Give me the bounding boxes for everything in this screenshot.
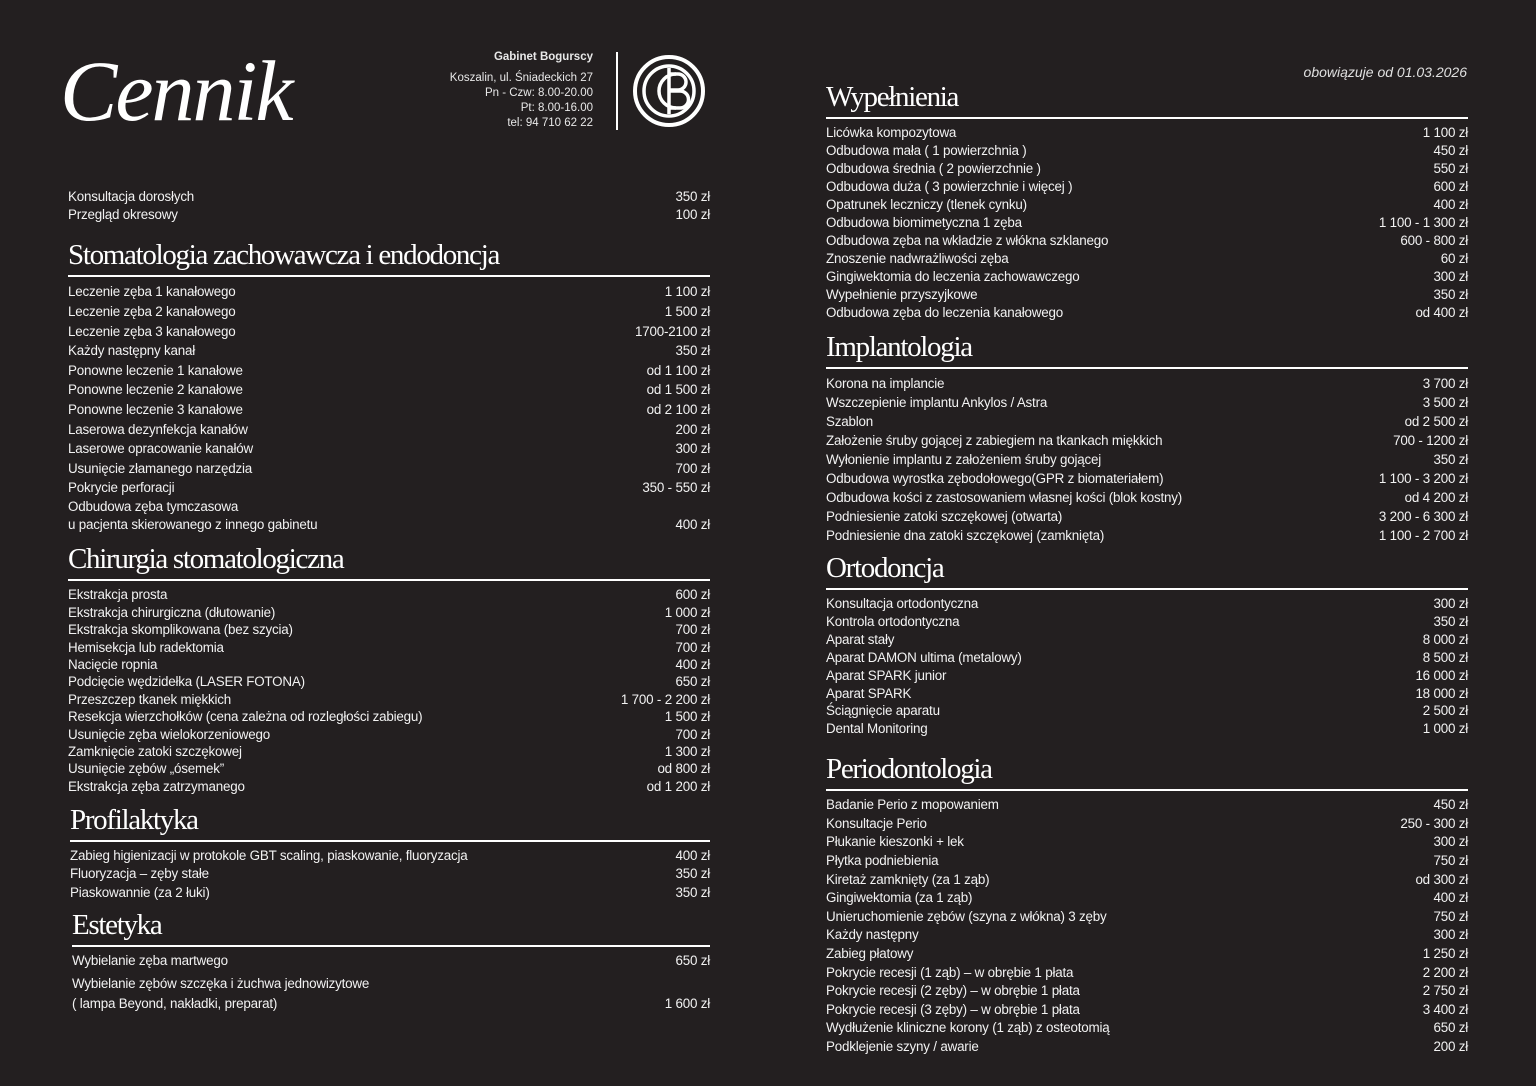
service-price: 1 100 - 3 200 zł <box>1378 471 1468 486</box>
service-price: 1 600 zł <box>664 996 710 1012</box>
price-row <box>826 214 1468 232</box>
price-row <box>826 982 1468 1001</box>
service-label: Resekcja wierzchołków (cena zależna od rozległości zabiegu) <box>68 709 423 725</box>
section-title: Implantologia <box>826 330 1468 369</box>
service-price: 18 000 zł <box>1415 685 1468 701</box>
endo-list <box>68 282 710 498</box>
service-label: Konsultacja ortodontyczna <box>826 596 979 611</box>
service-price: 600 zł <box>1433 179 1468 194</box>
service-price: 1 500 zł <box>664 304 710 319</box>
price-row <box>826 142 1468 160</box>
service-price: 1 500 zł <box>664 709 710 725</box>
price-row <box>826 1001 1468 1020</box>
fillings-list <box>826 124 1468 322</box>
price-row <box>68 341 710 361</box>
price-row <box>826 964 1468 983</box>
service-label: Odbudowa biomimetyczna 1 zęba <box>826 215 1022 230</box>
ortho-list <box>826 595 1468 738</box>
service-label: Pokrycie recesji (3 zęby) – w obrębie 1 płata <box>826 1001 1080 1017</box>
price-row <box>68 760 710 777</box>
price-row <box>826 595 1468 613</box>
section-title: Profilaktyka <box>70 803 710 842</box>
price-row <box>68 586 710 603</box>
service-label: Odbudowa średnia ( 2 powierzchnie ) <box>826 161 1041 176</box>
service-label: Kontrola ortodontyczna <box>826 613 960 629</box>
price-row <box>68 206 710 224</box>
price-row <box>826 304 1468 322</box>
price-row <box>826 450 1468 469</box>
price-row <box>826 667 1468 685</box>
price-row <box>826 268 1468 286</box>
service-label: Zabieg płatowy <box>826 946 914 961</box>
service-price: 8 000 zł <box>1422 631 1468 647</box>
clinic-info <box>450 50 593 131</box>
service-label: Szablon <box>826 414 873 429</box>
service-price: 100 zł <box>675 207 710 223</box>
implant-list <box>826 374 1468 545</box>
service-label: Ekstrakcja skomplikowana (bez szycia) <box>68 622 293 638</box>
price-row <box>68 400 710 420</box>
service-price: 350 zł <box>675 884 710 900</box>
service-price: 350 zł <box>675 189 710 204</box>
service-price: 400 zł <box>1433 197 1468 212</box>
price-row <box>826 720 1468 738</box>
section-implantology <box>826 330 1468 545</box>
service-price: 300 zł <box>675 441 710 457</box>
service-label: Odbudowa mała ( 1 powierzchnia ) <box>826 143 1027 158</box>
service-price: 700 zł <box>675 639 710 655</box>
price-row <box>68 656 710 673</box>
service-price: 200 zł <box>675 421 710 437</box>
service-price: od 800 zł <box>657 761 710 777</box>
price-row <box>826 702 1468 720</box>
service-price: 1 100 zł <box>1422 125 1468 140</box>
service-price: 1 250 zł <box>1422 946 1468 961</box>
service-price: 250 - 300 zł <box>1400 815 1468 831</box>
service-price: 1 100 - 2 700 zł <box>1378 528 1468 543</box>
price-row <box>826 1019 1468 1038</box>
service-label: Zabieg higienizacji w protokole GBT scaling, piaskowanie, fluoryzacja <box>70 848 468 864</box>
service-label: Wybielanie zęba martwego <box>72 952 228 968</box>
service-label: Aparat stały <box>826 631 895 647</box>
service-label: Pokrycie perforacji <box>68 480 175 496</box>
service-label: Kiretaż zamknięty (za 1 ząb) <box>826 871 990 887</box>
service-price: 350 zł <box>1433 452 1468 467</box>
price-row <box>826 815 1468 834</box>
price-row <box>826 796 1468 815</box>
price-row <box>826 196 1468 214</box>
service-price: 400 zł <box>1433 890 1468 906</box>
service-label: Badanie Perio z mopowaniem <box>826 797 999 813</box>
prophylaxis-list <box>70 847 710 902</box>
price-row <box>826 649 1468 667</box>
price-row <box>826 393 1468 412</box>
valid-from-note: obowiązuje od 01.03.2026 <box>1303 64 1467 80</box>
price-row <box>826 631 1468 649</box>
service-label: Odbudowa kości z zastosowaniem własnej kości (blok kostny) <box>826 490 1183 505</box>
service-label: Odbudowa duża ( 3 powierzchnie i więcej ) <box>826 179 1073 194</box>
service-label: Laserowa dezynfekcja kanałów <box>68 421 248 437</box>
service-label: Ponowne leczenie 2 kanałowe <box>68 382 243 398</box>
service-label: ( lampa Beyond, nakładki, preparat) <box>72 996 278 1012</box>
price-row <box>826 926 1468 945</box>
service-label: Każdy następny <box>826 927 919 943</box>
service-price: 350 zł <box>675 343 710 359</box>
price-row <box>826 945 1468 964</box>
price-row <box>72 974 710 1014</box>
service-label: Gingiwektomia (za 1 ząb) <box>826 890 973 906</box>
perio-list <box>826 796 1468 1056</box>
service-label: Płytka podniebienia <box>826 853 939 869</box>
service-label: Licówka kompozytowa <box>826 125 957 140</box>
service-label: Ponowne leczenie 1 kanałowe <box>68 362 243 378</box>
service-label: Piaskowannie (za 2 łuki) <box>70 884 210 900</box>
price-row <box>826 124 1468 142</box>
service-label: Znoszenie nadwrażliwości zęba <box>826 251 1009 266</box>
price-row <box>68 322 710 342</box>
page-title: Cennik <box>60 43 292 139</box>
service-label: Wszczepienie implantu Ankylos / Astra <box>826 395 1048 410</box>
service-label: Leczenie zęba 2 kanałowego <box>68 304 236 319</box>
section-prophylaxis <box>68 803 710 902</box>
clinic-name: Gabinet Bogurscy <box>493 51 593 63</box>
service-label: Unieruchomienie zębów (szyna z włókna) 3 zęby <box>826 908 1107 924</box>
price-row <box>70 884 710 902</box>
service-price: 3 700 zł <box>1422 376 1468 391</box>
section-title: Estetyka <box>72 908 710 947</box>
service-label: Podniesienie zatoki szczękowej (otwarta) <box>826 509 1063 524</box>
price-row <box>826 469 1468 488</box>
service-price: 650 zł <box>675 674 710 690</box>
price-row <box>68 498 710 534</box>
aesthetics-list <box>72 952 710 970</box>
service-price: 300 zł <box>1433 834 1468 850</box>
service-label: Ponowne leczenie 3 kanałowe <box>68 401 243 417</box>
price-row <box>826 685 1468 703</box>
intro-section <box>68 188 710 224</box>
price-row <box>68 420 710 440</box>
price-row <box>826 908 1468 927</box>
section-aesthetics <box>68 908 710 1014</box>
service-price: 450 zł <box>1433 143 1468 158</box>
service-price: 700 zł <box>675 726 710 742</box>
service-label: Podniesienie dna zatoki szczękowej (zamknięta) <box>826 528 1105 543</box>
service-label: Leczenie zęba 3 kanałowego <box>68 323 236 339</box>
service-label: Wyłonienie implantu z założeniem śruby gojącej <box>826 452 1101 467</box>
price-row <box>826 374 1468 393</box>
service-price: 60 zł <box>1440 251 1468 266</box>
service-price: 16 000 zł <box>1415 667 1468 683</box>
service-label: Ekstrakcja prosta <box>68 587 168 603</box>
service-label: Pokrycie recesji (2 zęby) – w obrębie 1 płata <box>826 983 1080 999</box>
service-label: Dental Monitoring <box>826 721 928 737</box>
surgery-list <box>68 586 710 795</box>
service-label: Aparat SPARK junior <box>826 667 947 683</box>
service-price: 200 zł <box>1433 1038 1468 1054</box>
service-price: 1 000 zł <box>664 604 710 620</box>
price-row <box>68 778 710 795</box>
service-label: Odbudowa zęba na wkładzie z włókna szklanego <box>826 233 1109 248</box>
service-price: 1 100 - 1 300 zł <box>1378 215 1468 230</box>
service-price: od 1 200 zł <box>646 778 710 794</box>
service-price: 700 zł <box>675 622 710 638</box>
service-label: Odbudowa zęba tymczasowa <box>68 498 239 514</box>
service-price: 400 zł <box>675 656 710 672</box>
price-row <box>68 478 710 498</box>
price-row <box>68 639 710 656</box>
service-label: Założenie śruby gojącej z zabiegiem na tkankach miękkich <box>826 433 1163 448</box>
service-price: 2 500 zł <box>1422 703 1468 719</box>
service-price: 650 zł <box>675 952 710 968</box>
service-price: od 2 100 zł <box>646 401 710 417</box>
service-price: 750 zł <box>1433 853 1468 869</box>
service-price: 300 zł <box>1433 927 1468 943</box>
service-label: Hemisekcja lub radektomia <box>68 639 224 655</box>
section-periodontology <box>826 752 1468 1056</box>
service-price: 1 000 zł <box>1422 721 1468 737</box>
price-row <box>826 871 1468 890</box>
service-label: Przeszczep tkanek miękkich <box>68 691 231 707</box>
service-price: 300 zł <box>1433 269 1468 284</box>
price-row <box>826 526 1468 545</box>
clinic-phone: tel: 94 710 62 22 <box>507 117 593 129</box>
service-label: Fluoryzacja – zęby stałe <box>70 866 209 882</box>
service-label: Konsultacja dorosłych <box>68 189 195 204</box>
service-label: Każdy następny kanał <box>68 343 196 359</box>
service-price: 350 - 550 zł <box>642 480 710 496</box>
price-row <box>826 889 1468 908</box>
price-row <box>68 743 710 760</box>
service-price: 2 750 zł <box>1422 983 1468 999</box>
service-price: 3 200 - 6 300 zł <box>1378 509 1468 524</box>
service-price: 1700-2100 zł <box>634 323 710 339</box>
price-row <box>826 833 1468 852</box>
price-row <box>826 488 1468 507</box>
service-price: 1 700 - 2 200 zł <box>620 691 710 707</box>
service-label: Usunięcie zęba wielokorzeniowego <box>68 726 271 742</box>
service-price: 700 - 1200 zł <box>1393 433 1468 448</box>
service-price: 350 zł <box>1433 287 1468 302</box>
section-title: Periodontologia <box>826 752 1468 791</box>
right-column <box>826 80 1468 1057</box>
price-row <box>68 621 710 638</box>
price-row <box>826 507 1468 526</box>
price-row <box>72 952 710 970</box>
price-row <box>826 160 1468 178</box>
price-row <box>68 439 710 459</box>
section-title: Ortodoncja <box>826 551 1468 590</box>
service-price: 3 400 zł <box>1422 1001 1468 1017</box>
clinic-logo-icon <box>632 54 706 128</box>
price-row <box>70 847 710 865</box>
service-price: 350 zł <box>1433 613 1468 629</box>
service-price: od 300 zł <box>1415 871 1468 887</box>
service-price: 300 zł <box>1433 596 1468 611</box>
service-label: Korona na implancie <box>826 376 945 391</box>
service-price: od 1 100 zł <box>646 362 710 378</box>
service-label: Wypełnienie przyszyjkowe <box>826 287 978 302</box>
service-label: Odbudowa zęba do leczenia kanałowego <box>826 305 1063 320</box>
price-row <box>826 431 1468 450</box>
service-label: Konsultacje Perio <box>826 815 927 831</box>
clinic-hours-weekdays: Pn - Czw: 8.00-20.00 <box>484 87 593 99</box>
service-label: Wydłużenie kliniczne korony (1 ząb) z osteotomią <box>826 1020 1110 1036</box>
service-label: Podcięcie wędzidełka (LASER FOTONA) <box>68 674 305 690</box>
service-price: 2 200 zł <box>1422 964 1468 980</box>
price-row <box>826 412 1468 431</box>
section-fillings <box>826 80 1468 322</box>
service-label: Nacięcie ropnia <box>68 656 158 672</box>
price-row <box>68 282 710 302</box>
left-column <box>68 188 710 1014</box>
price-row <box>826 250 1468 268</box>
price-row <box>826 178 1468 196</box>
service-price: 350 zł <box>675 866 710 882</box>
service-label: Gingiwektomia do leczenia zachowawczego <box>826 269 1080 284</box>
service-label: Opatrunek leczniczy (tlenek cynku) <box>826 197 1027 212</box>
service-label: Aparat DAMON ultima (metalowy) <box>826 649 1022 665</box>
section-title: Stomatologia zachowawcza i endodoncja <box>68 238 710 277</box>
price-row <box>826 232 1468 250</box>
price-row <box>68 361 710 381</box>
service-label: Podklejenie szyny / awarie <box>826 1038 979 1054</box>
price-row <box>68 459 710 479</box>
section-endodontics <box>68 238 710 534</box>
service-price: 450 zł <box>1433 797 1468 813</box>
service-label: u pacjenta skierowanego z innego gabinetu <box>68 517 318 533</box>
service-label: Odbudowa wyrostka zębodołowego(GPR z biomateriałem) <box>826 471 1164 486</box>
service-price: 700 zł <box>675 460 710 476</box>
service-price: od 2 500 zł <box>1404 414 1468 429</box>
service-label: Przegląd okresowy <box>68 207 178 223</box>
price-row <box>68 188 710 206</box>
price-row <box>68 673 710 690</box>
service-price: 3 500 zł <box>1422 395 1468 410</box>
service-price: od 400 zł <box>1415 305 1468 320</box>
service-label: Płukanie kieszonki + lek <box>826 834 964 850</box>
section-surgery <box>68 542 710 795</box>
service-price: 600 - 800 zł <box>1400 233 1468 248</box>
price-row <box>68 691 710 708</box>
clinic-address: Koszalin, ul. Śniadeckich 27 <box>449 72 593 84</box>
section-title: Chirurgia stomatologiczna <box>68 542 710 581</box>
service-label: Usunięcie złamanego narzędzia <box>68 460 253 476</box>
service-price: od 4 200 zł <box>1404 490 1468 505</box>
service-price: od 1 500 zł <box>646 382 710 398</box>
section-orthodontics <box>826 551 1468 738</box>
price-row <box>826 1038 1468 1057</box>
service-price: 750 zł <box>1433 908 1468 924</box>
price-row <box>826 286 1468 304</box>
price-row <box>68 302 710 322</box>
service-price: 400 zł <box>675 848 710 864</box>
service-price: 600 zł <box>675 587 710 603</box>
service-price: 1 300 zł <box>664 744 710 759</box>
price-row <box>68 604 710 621</box>
service-price: 8 500 zł <box>1422 649 1468 665</box>
service-label: Ściągnięcie aparatu <box>826 703 940 719</box>
price-row <box>68 708 710 725</box>
price-row <box>826 852 1468 871</box>
service-label: Leczenie zęba 1 kanałowego <box>68 284 236 300</box>
service-price: 650 zł <box>1433 1020 1468 1036</box>
service-label: Ekstrakcja chirurgiczna (dłutowanie) <box>68 604 276 620</box>
service-label: Pokrycie recesji (1 ząb) – w obrębie 1 płata <box>826 964 1074 980</box>
header-divider <box>616 52 618 130</box>
service-label: Wybielanie zębów szczęka i żuchwa jednowizytowe <box>72 976 370 992</box>
service-label: Laserowe opracowanie kanałów <box>68 441 253 457</box>
service-label: Usunięcie zębów „ósemek” <box>68 761 224 777</box>
clinic-hours-friday: Pt: 8.00-16.00 <box>520 102 593 114</box>
service-label: Zamknięcie zatoki szczękowej <box>68 744 242 759</box>
service-label: Aparat SPARK <box>826 685 912 701</box>
price-row <box>68 726 710 743</box>
service-price: 1 100 zł <box>664 284 710 300</box>
service-label: Ekstrakcja zęba zatrzymanego <box>68 778 245 794</box>
price-row <box>70 865 710 883</box>
service-price: 550 zł <box>1433 161 1468 176</box>
service-price: 400 zł <box>675 517 710 533</box>
price-row <box>826 613 1468 631</box>
section-title: Wypełnienia <box>826 80 1468 119</box>
price-row <box>68 380 710 400</box>
